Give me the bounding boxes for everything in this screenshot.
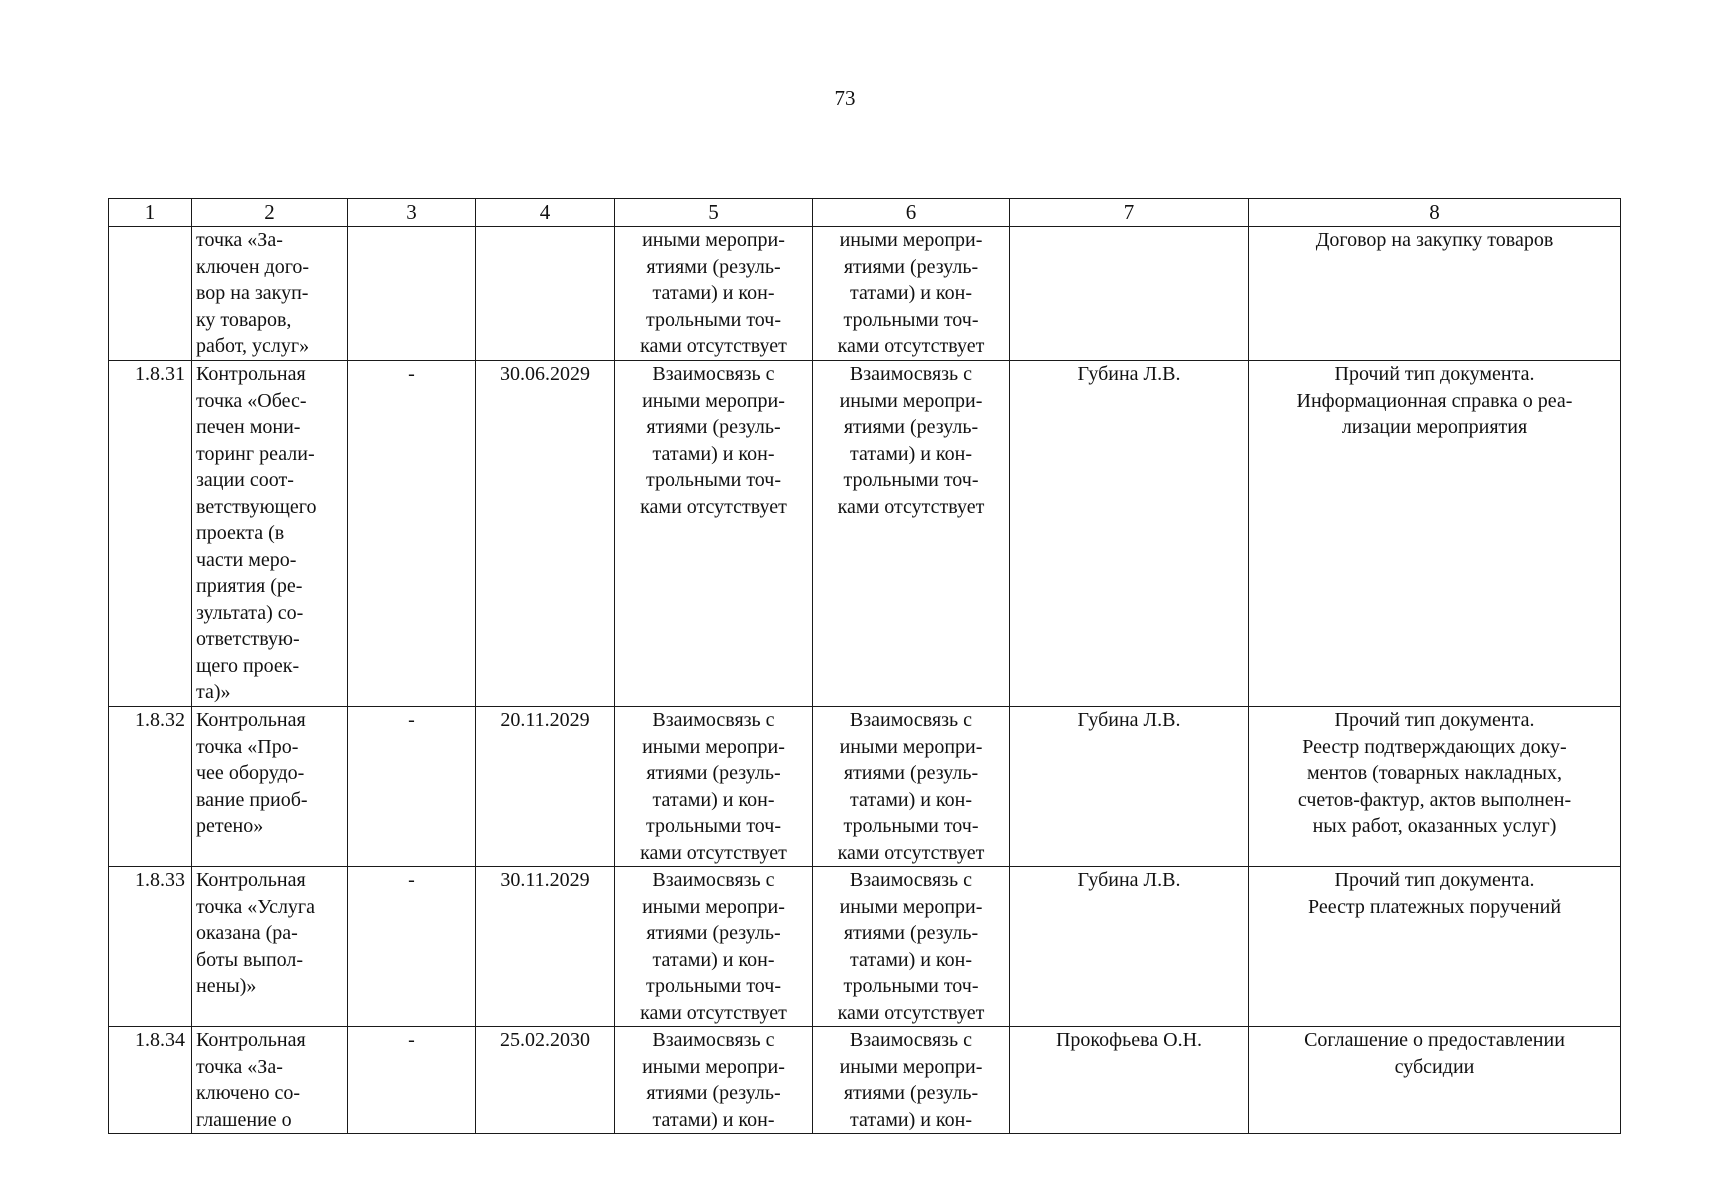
row-number-cell: 1.8.32 — [109, 707, 192, 867]
row-number-cell: 1.8.31 — [109, 361, 192, 707]
table-row — [109, 867, 1621, 1027]
column-3-cell: - — [348, 1027, 476, 1134]
control-point-name-cell: Контрольная точка «Услуга оказана (ра- боты выпол- нены)» — [192, 867, 348, 1027]
relation-cell-5: Взаимосвязь с иными меропри- ятиями (резуль- татами) и кон- трольными точ- ками отсутствует — [615, 707, 813, 867]
responsible-cell: Губина Л.В. — [1010, 707, 1249, 867]
control-point-name-cell: Контрольная точка «Про- чее оборудо- вание приоб- ретено» — [192, 707, 348, 867]
date-cell: 30.11.2029 — [476, 867, 615, 1027]
column-header-5: 5 — [615, 199, 813, 227]
column-header-8: 8 — [1249, 199, 1621, 227]
document-type-cell: Прочий тип документа. Реестр подтверждающих доку- ментов (товарных накладных, счетов-фактур, актов выполнен- ных работ, оказанных услуг) — [1249, 707, 1621, 867]
row-number-cell: 1.8.33 — [109, 867, 192, 1027]
relation-cell-6: Взаимосвязь с иными меропри- ятиями (резуль- татами) и кон- — [813, 1027, 1010, 1134]
document-type-cell: Прочий тип документа. Реестр платежных поручений — [1249, 867, 1621, 1027]
responsible-cell: Губина Л.В. — [1010, 361, 1249, 707]
row-number-cell: 1.8.34 — [109, 1027, 192, 1134]
date-cell — [476, 227, 615, 361]
column-3-cell: - — [348, 707, 476, 867]
responsible-cell: Губина Л.В. — [1010, 867, 1249, 1027]
header-row — [109, 199, 1621, 227]
control-point-name-cell: Контрольная точка «За- ключено со- глашение о — [192, 1027, 348, 1134]
column-header-6: 6 — [813, 199, 1010, 227]
column-header-4: 4 — [476, 199, 615, 227]
column-header-1: 1 — [109, 199, 192, 227]
column-3-cell: - — [348, 361, 476, 707]
table-row — [109, 227, 1621, 361]
relation-cell-5: Взаимосвязь с иными меропри- ятиями (резуль- татами) и кон- трольными точ- ками отсутствует — [615, 361, 813, 707]
date-cell: 30.06.2029 — [476, 361, 615, 707]
column-header-3: 3 — [348, 199, 476, 227]
column-3-cell — [348, 227, 476, 361]
control-point-name-cell: Контрольная точка «Обес- печен мони- торинг реали- зации соот- ветствующего проекта (в части меро- приятия (ре- зультата) со- ответствую- щего проек- та)» — [192, 361, 348, 707]
column-header-2: 2 — [192, 199, 348, 227]
table-row — [109, 1027, 1621, 1134]
table-row — [109, 361, 1621, 707]
row-number-cell — [109, 227, 192, 361]
date-cell: 25.02.2030 — [476, 1027, 615, 1134]
control-points-table — [108, 198, 1621, 1134]
column-3-cell: - — [348, 867, 476, 1027]
relation-cell-6: Взаимосвязь с иными меропри- ятиями (резуль- татами) и кон- трольными точ- ками отсутствует — [813, 707, 1010, 867]
table-row — [109, 707, 1621, 867]
document-type-cell: Договор на закупку товаров — [1249, 227, 1621, 361]
column-header-7: 7 — [1010, 199, 1249, 227]
relation-cell-6: Взаимосвязь с иными меропри- ятиями (резуль- татами) и кон- трольными точ- ками отсутствует — [813, 867, 1010, 1027]
responsible-cell: Прокофьева О.Н. — [1010, 1027, 1249, 1134]
relation-cell-5: Взаимосвязь с иными меропри- ятиями (резуль- татами) и кон- — [615, 1027, 813, 1134]
relation-cell-5: иными меропри- ятиями (резуль- татами) и кон- трольными точ- ками отсутствует — [615, 227, 813, 361]
page-number: 73 — [834, 86, 856, 110]
document-type-cell: Прочий тип документа. Информационная справка о реа- лизации мероприятия — [1249, 361, 1621, 707]
control-point-name-cell: точка «За- ключен дого- вор на закуп- ку товаров, работ, услуг» — [192, 227, 348, 361]
relation-cell-5: Взаимосвязь с иными меропри- ятиями (резуль- татами) и кон- трольными точ- ками отсутствует — [615, 867, 813, 1027]
responsible-cell — [1010, 227, 1249, 361]
relation-cell-6: иными меропри- ятиями (резуль- татами) и кон- трольными точ- ками отсутствует — [813, 227, 1010, 361]
relation-cell-6: Взаимосвязь с иными меропри- ятиями (резуль- татами) и кон- трольными точ- ками отсутствует — [813, 361, 1010, 707]
date-cell: 20.11.2029 — [476, 707, 615, 867]
document-type-cell: Соглашение о предоставлении субсидии — [1249, 1027, 1621, 1134]
